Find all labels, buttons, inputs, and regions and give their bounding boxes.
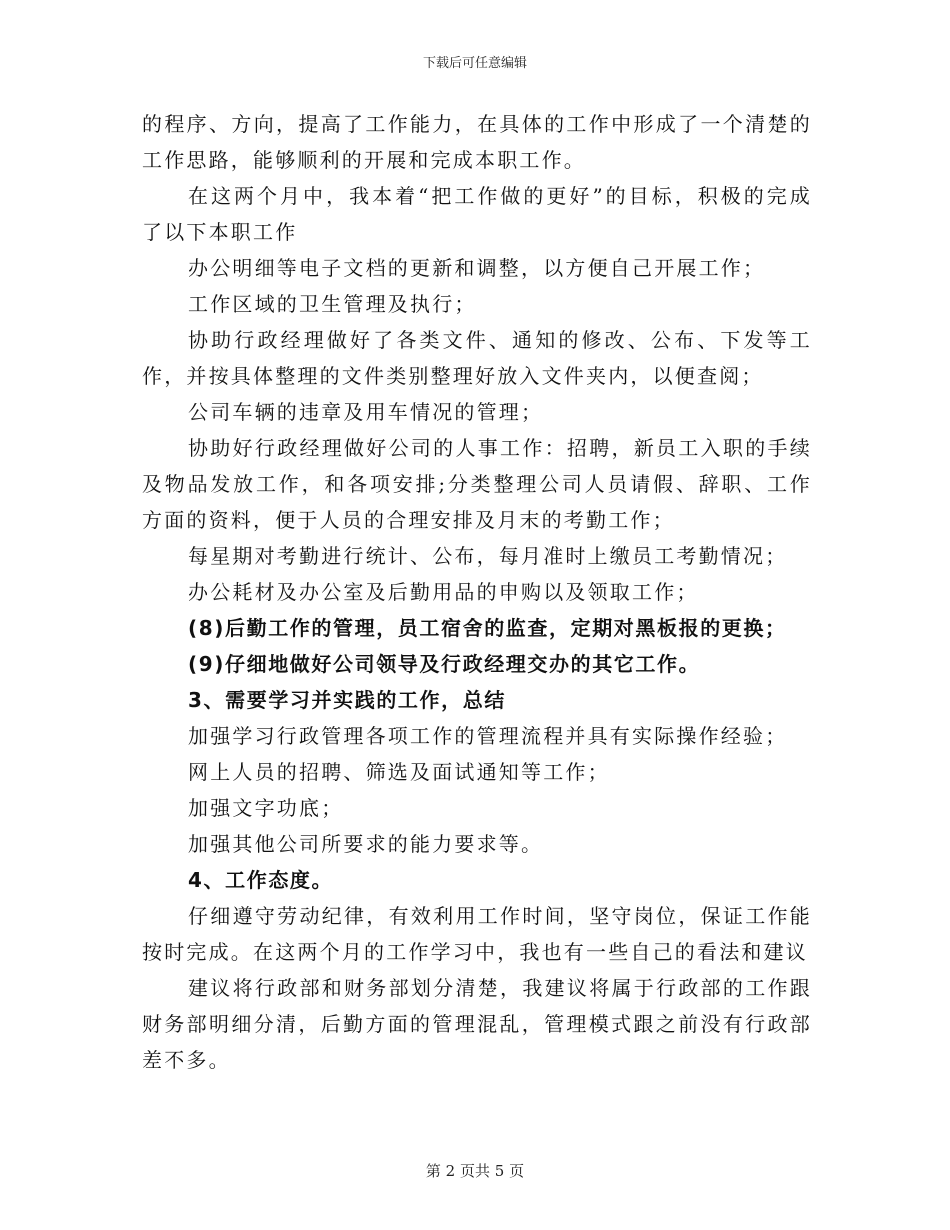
section-heading: 4、工作态度。: [188, 868, 334, 892]
paragraph: 加强其他公司所要求的能力要求等。: [188, 832, 544, 856]
paragraph: 公司车辆的违章及用车情况的管理；: [188, 400, 544, 424]
bold-list-item: (9)仔细地做好公司领导及行政经理交办的其它工作。: [188, 652, 701, 676]
paragraph: 加强学习行政管理各项工作的管理流程并具有实际操作经验；: [188, 724, 788, 748]
paragraph: 办公明细等电子文档的更新和调整，以方便自己开展工作；: [188, 256, 766, 280]
paragraph: 每星期对考勤进行统计、公布，每月准时上缴员工考勤情况；: [188, 544, 788, 568]
paragraph: 网上人员的招聘、筛选及面试通知等工作；: [188, 760, 610, 784]
paragraph: 协助好行政经理做好公司的人事工作：招聘，新员工入职的手续及物品发放工作，和各项安排;分类整理公司人员请假、辞职、工作方面的资料，便于人员的合理安排及月末的考勤工作；: [142, 436, 812, 532]
paragraph: 加强文字功底；: [188, 796, 344, 820]
bold-list-item: (8)后勤工作的管理，员工宿舍的监查，定期对黑板报的更换；: [188, 616, 787, 640]
page-footer: 第 2 页共 5 页: [425, 1162, 525, 1180]
paragraph: 工作区域的卫生管理及执行；: [188, 292, 477, 316]
paragraph: 仔细遵守劳动纪律，有效利用工作时间，坚守岗位，保证工作能按时完成。在这两个月的工作学习中，我也有一些自己的看法和建议: [142, 904, 812, 964]
paragraph: 在这两个月中，我本着“把工作做的更好”的目标，积极的完成了以下本职工作: [142, 184, 812, 244]
paragraph: 办公耗材及办公室及后勤用品的申购以及领取工作；: [188, 580, 699, 604]
paragraph: 协助行政经理做好了各类文件、通知的修改、公布、下发等工作，并按具体整理的文件类别整理好放入文件夹内，以便查阅；: [142, 328, 812, 388]
page-header: 下载后可任意编辑: [422, 56, 527, 71]
paragraph: 的程序、方向，提高了工作能力，在具体的工作中形成了一个清楚的工作思路，能够顺利的开展和完成本职工作。: [142, 112, 812, 172]
document-body: [142, 106, 812, 1078]
paragraph: 建议将行政部和财务部划分清楚，我建议将属于行政部的工作跟财务部明细分清，后勤方面的管理混乱，管理模式跟之前没有行政部差不多。: [142, 976, 812, 1072]
section-heading: 3、需要学习并实践的工作，总结: [188, 688, 506, 712]
